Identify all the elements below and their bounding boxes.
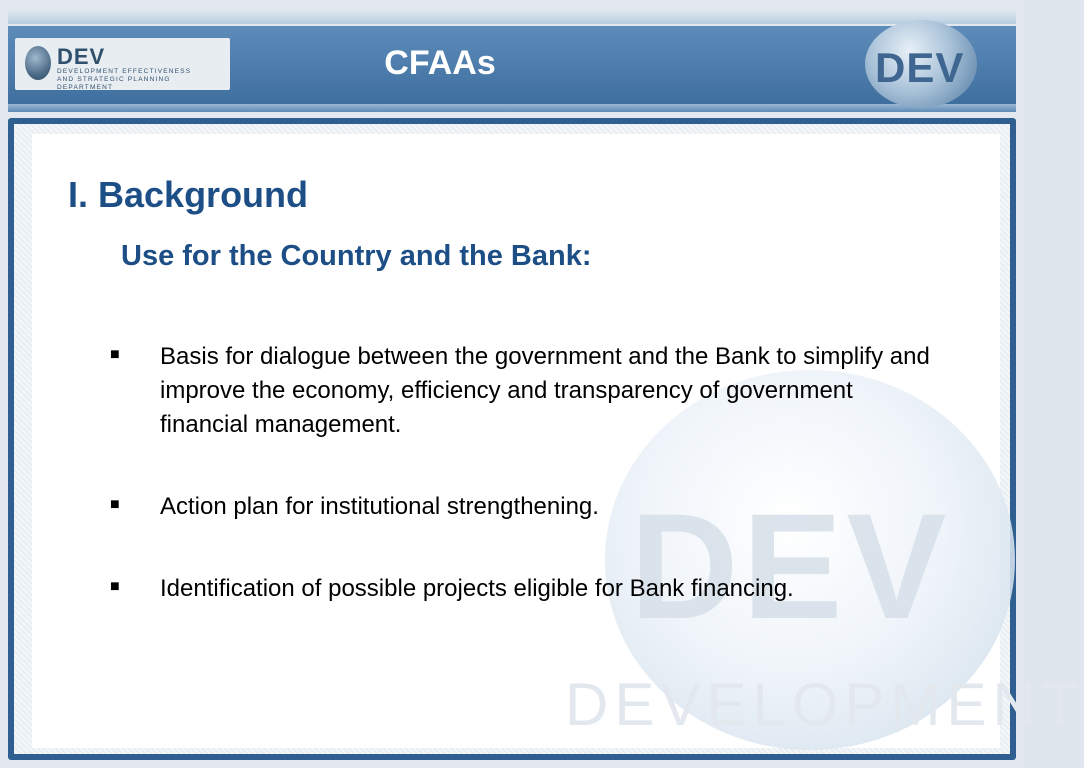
section-subheading: Use for the Country and the Bank:	[121, 240, 592, 272]
logo-subtitle-line-2: AND STRATEGIC PLANNING DEPARTMENT	[57, 76, 171, 91]
bullet-text: Identification of possible projects eligible for Bank financing.	[160, 575, 794, 602]
logo-subtitle-line-1: DEVELOPMENT EFFECTIVENESS	[57, 68, 192, 75]
dev-globe-logo	[865, 20, 977, 108]
header-top-strip	[8, 10, 1016, 24]
bullet-icon: ■	[110, 578, 120, 595]
watermark-text: DEV	[630, 482, 951, 650]
bullet-icon: ■	[110, 496, 120, 513]
header-divider	[8, 104, 1016, 112]
bullet-text: Action plan for institutional strengthening.	[160, 493, 599, 520]
slide-title: CFAAs	[384, 44, 496, 82]
globe-logo-text: DEV	[875, 44, 965, 91]
logo-name: DEV	[57, 44, 106, 69]
watermark-subtext: DEVELOPMENT	[565, 671, 1084, 738]
bullet-text: Basis for dialogue between the government and the Bank to simplify and improve the economy, efficiency and transparency of government financial management.	[160, 343, 930, 438]
section-heading: I. Background	[68, 174, 309, 215]
bullet-icon: ■	[110, 346, 120, 363]
